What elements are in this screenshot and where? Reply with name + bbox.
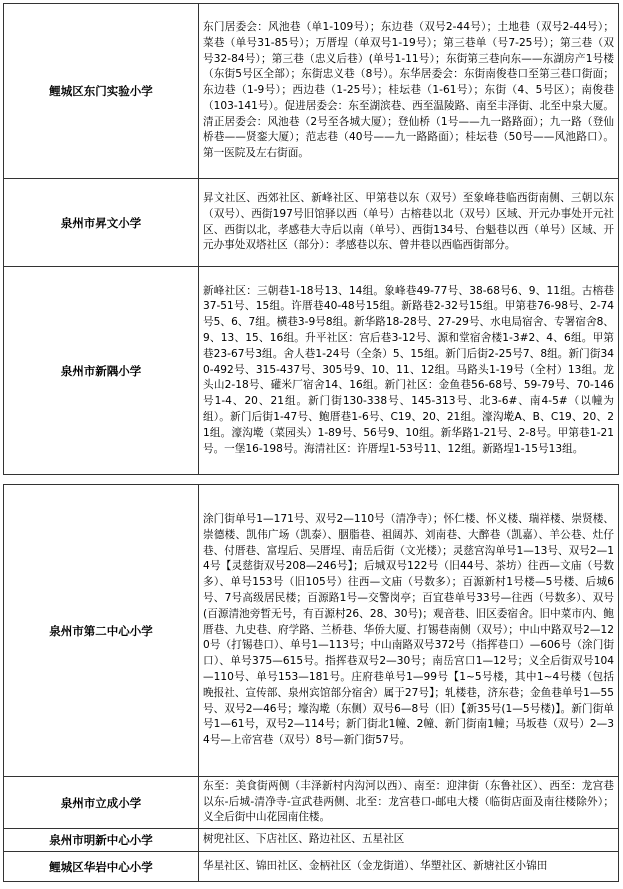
- district-area-cell: 新峰社区：三朝巷1-18号13、14组。象峰巷49-77号、38-68号6、9、11组。古榕巷37-51号、15组。许厝巷40-48号15组。新路巷2-32号15组。甲第巷76-98号、2-74号5、6、7组。横巷3-9号8组。新华路18-28号、27-29号、水电局宿舍、专署宿舍8、9、13、15、16组。升平社区：宫后巷3-12号、源和堂宿舍楼1-3#2、4、6组。甲第巷23-67号3组。舍人巷1-24号（全条）5、15组。新门后街2-25号7、8组。新门街340-492号、315-437号、305号9、10、11、12组。马路头1-19号（全村）13组。龙头山2-18号、礶米厂宿舍14、16组。新门社区：金鱼巷56-68号、59-79号、70-146号1-4、20、21组。新门街130-338号、145-313号、北3-6#、南4-5#（以幢为组）。新门后街1-47号、鲍厝巷1-6号、C19、20、21组。濠沟墘A、B、C19、20、21组。濠沟墘（菜园头）1-89号、56号9、10组。新华路1-21号、2-8号。甲第巷1-21号。一堡16-198号。海清社区：许厝埕1-53号11、12组。新路埕1-15号13组。: [199, 267, 619, 475]
- district-area-cell: 树兜社区、下店社区、路边社区、五星社区: [199, 829, 619, 852]
- gap-cell: [4, 475, 199, 485]
- table-row: [4, 179, 619, 267]
- table-gap-row: [4, 475, 619, 485]
- gap-cell: [199, 475, 619, 485]
- district-area-cell: 东门居委会：风池巷（单1-109号）；东边巷（双号2-44号）；土地巷（双号2-44号）；菜巷（单号31-85号）；万厝埕（单双号1-19号）；第三巷单（号7-25号）；第三巷（双号32-84号）；第三巷（忠义后巷）(单号1-11号）；东街第三巷向东——东湖房产1号楼（东街5号区全部）；东街忠义巷（8号）。东华居委会：东街南俊巷口至第三巷口街面；东边巷（1-9号）；西边巷（1-25号）；桂坛巷（1-61号）；东街（4、5号区）；南俊巷（103-141号）。促进居委会：东至湖滨巷、西至温陵路、南至丰泽街、北至中泉大厦。清正居委会：风池巷（2号至各城大厦）；登仙桥（1号——九一路路面）；九一路（登仙桥巷——贤銮大厦）；范志巷（40号——九一路路面）；桂坛巷（50号——风池路口）。第一医院及左右街面。: [199, 4, 619, 179]
- table-row: [4, 777, 619, 829]
- district-area-cell: 涂门街单号1—171号、双号2—110号（清净寺）；怀仁楼、怀义楼、瑞祥楼、崇贤楼、崇德楼、凯伟广场（凯泰）、胭脂巷、祖阔苏、刘南巷、大醉巷（凯嘉）、羊公巷、灶仔巷、付厝巷、富埕后、吴厝埕、南岳后街（文光楼）；灵慈宫沟单号1—13号、双号2—14号【灵慈街双号208—246号】；后城双号122号（旧44号、茶坊）往西—文庙（号数多）、单号153号（旧105号）往西—文庙（号数多）；百源新村1号楼—5号楼、后城6号、7号高级居民楼；百源路1号—交警岗亭；百宜巷单号33号—往西（号数多）、双号(百源清池旁暂无号，有百源村26、28、30号)；观音巷、旧区委宿舍。旧中菜市内、鲍厝巷、九史巷、府学路、兰桥巷、华侨大厦、打锡巷南侧（双号）；中山中路双号2—120号（打锡巷口）、单号1—113号；中山南路双号372号（指挥巷口）—606号（涂门街口）、单号375—615号。指挥巷双号2—30号；南岳宫口1—12号；义全后街双号104—110号、单号153—181号。庄府巷单号1—99号【1~5号楼，其中1~4号楼（包括晚报社、宣传部、泉州宾馆部分宿舍）属于27号】；轧楼巷，济东巷；金鱼巷单号1—55号、双号2—46号；壕沟墘（东侧）双号6—8号（旧）【新35号(1—5号楼)】。新门街单号1—61号，双号2—114号；新门街北1幢、2幢、新门街南1幢；马坂巷（双号）2—34号—上帝宫巷（双号）8号—新门街57号。: [199, 485, 619, 777]
- table-row: [4, 267, 619, 475]
- school-name-cell: 泉州市明新中心小学: [4, 829, 199, 852]
- district-area-cell: 东至：美食街两侧（丰泽新村内沟河以西）、南至：迎津街（东鲁社区）、西至：龙宫巷以东-后城-清净寺-宣武巷两侧、北至：龙宫巷口-邮电大楼（临街店面及南往楼除外）；义全后街中山花园南住楼。: [199, 777, 619, 829]
- district-area-cell: 昇文社区、西郊社区、新峰社区、甲第巷以东（双号）至象峰巷临西街南侧、三朝以东（双号）、西街197号旧馆驿以西（单号）古榕巷以北（双号）区域、开元办事处开元社区、西街以北，孝感巷大寺后以南（单号）、西街134号、台魁巷以西（单号）区域、开元办事处双塔社区（部分）：孝感巷以东、曾井巷以西临西街部分。: [199, 179, 619, 267]
- school-name-cell: 泉州市第二中心小学: [4, 485, 199, 777]
- table-row: [4, 485, 619, 777]
- school-district-table: [3, 3, 619, 882]
- school-name-cell: 泉州市昇文小学: [4, 179, 199, 267]
- table-row: [4, 4, 619, 179]
- school-name-cell: 鲤城区东门实验小学: [4, 4, 199, 179]
- table-row: [4, 852, 619, 882]
- school-name-cell: 泉州市新隅小学: [4, 267, 199, 475]
- school-name-cell: 鲤城区华岩中心小学: [4, 852, 199, 882]
- school-name-cell: 泉州市立成小学: [4, 777, 199, 829]
- district-area-cell: 华星社区、锦田社区、金柄社区（金龙街道）、华塑社区、新塘社区小锦田: [199, 852, 619, 882]
- table-row: [4, 829, 619, 852]
